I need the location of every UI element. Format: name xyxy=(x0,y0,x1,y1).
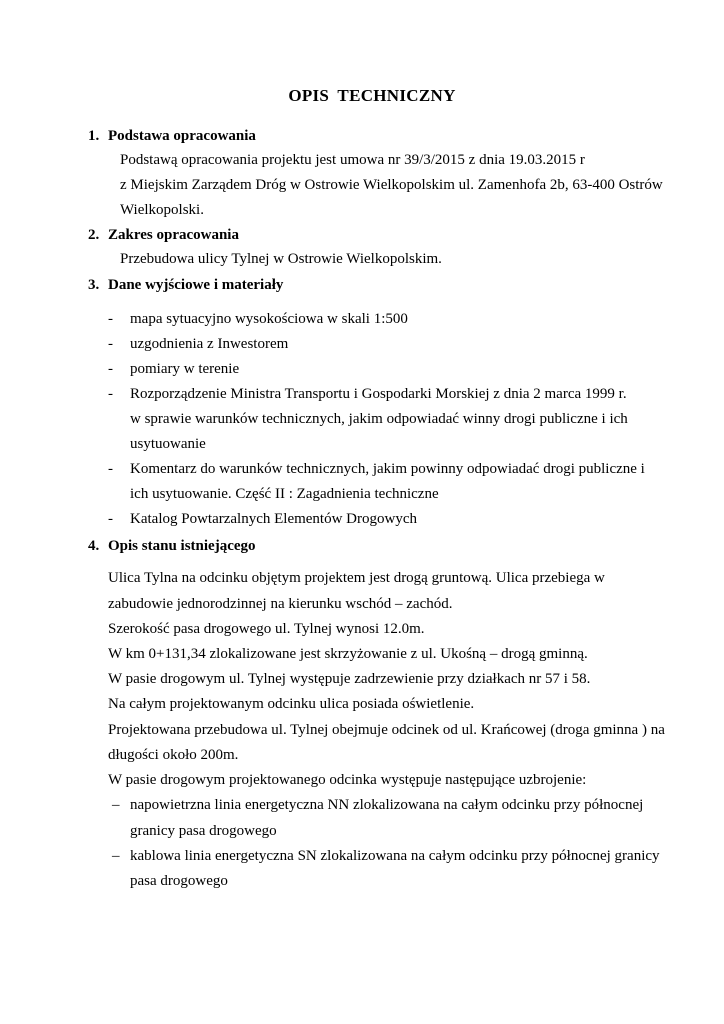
list-item: Rozporządzenie Ministra Transportu i Gospodarki Morskiej z dnia 2 marca 1999 r. xyxy=(130,386,627,402)
page-title: OPIS TECHNICZNY xyxy=(288,86,456,105)
section-4-line: W km 0+131,34 zlokalizowane jest skrzyżowanie z ul. Ukośną – drogą gminną. xyxy=(108,646,588,662)
section-4-line: Ulica Tylna na odcinku objętym projektem jest drogą gruntową. Ulica przebiega w xyxy=(108,570,605,586)
list-item-continuation: pasa drogowego xyxy=(130,873,228,889)
section-1-line: Podstawą opracowania projektu jest umowa nr 39/3/2015 z dnia 19.03.2015 r xyxy=(120,152,585,168)
list-bullet: - xyxy=(108,386,113,402)
list-bullet: - xyxy=(108,361,113,377)
section-2-number: 2. xyxy=(88,227,100,243)
section-4-line: Szerokość pasa drogowego ul. Tylnej wynosi 12.0m. xyxy=(108,621,425,637)
section-4-line: Na całym projektowanym odcinku ulica posiada oświetlenie. xyxy=(108,696,475,712)
section-4-number: 4. xyxy=(88,538,100,554)
list-item: kablowa linia energetyczna SN zlokalizowana na całym odcinku przy północnej granicy xyxy=(130,848,660,864)
list-item: Katalog Powtarzalnych Elementów Drogowych xyxy=(130,511,417,527)
list-item: Komentarz do warunków technicznych, jakim powinny odpowiadać drogi publiczne i xyxy=(130,461,645,477)
list-bullet: - xyxy=(108,461,113,477)
section-4-heading: Opis stanu istniejącego xyxy=(108,538,256,554)
list-bullet: – xyxy=(112,797,120,813)
list-bullet: – xyxy=(112,848,120,864)
section-1-heading: Podstawa opracowania xyxy=(108,128,256,144)
list-item: napowietrzna linia energetyczna NN zlokalizowana na całym odcinku przy północnej xyxy=(130,797,644,813)
list-item-continuation: granicy pasa drogowego xyxy=(130,823,277,839)
list-item-continuation: usytuowanie xyxy=(130,436,206,452)
section-1-line: Wielkopolski. xyxy=(120,202,204,218)
section-2-heading: Zakres opracowania xyxy=(108,227,239,243)
list-item-continuation: ich usytuowanie. Część II : Zagadnienia techniczne xyxy=(130,486,439,502)
section-1-line: z Miejskim Zarządem Dróg w Ostrowie Wielkopolskim ul. Zamenhofa 2b, 63-400 Ostrów xyxy=(120,177,663,193)
section-4-line: Projektowana przebudowa ul. Tylnej obejmuje odcinek od ul. Krańcowej (droga gminna ) na xyxy=(108,722,665,738)
section-4-line: długości około 200m. xyxy=(108,747,239,763)
list-bullet: - xyxy=(108,336,113,352)
list-bullet: - xyxy=(108,311,113,327)
section-4-line: zabudowie jednorodzinnej na kierunku wschód – zachód. xyxy=(108,596,453,612)
list-item: mapa sytuacyjno wysokościowa w skali 1:500 xyxy=(130,311,408,327)
section-4-line: W pasie drogowym ul. Tylnej występuje zadrzewienie przy działkach nr 57 i 58. xyxy=(108,671,591,687)
list-item-continuation: w sprawie warunków technicznych, jakim odpowiadać winny drogi publiczne i ich xyxy=(130,411,628,427)
section-3-heading: Dane wyjściowe i materiały xyxy=(108,277,284,293)
list-item: uzgodnienia z Inwestorem xyxy=(130,336,289,352)
section-4-line: W pasie drogowym projektowanego odcinka występuje następujące uzbrojenie: xyxy=(108,772,587,788)
section-3-number: 3. xyxy=(88,277,100,293)
list-bullet: - xyxy=(108,511,113,527)
section-2-line: Przebudowa ulicy Tylnej w Ostrowie Wielkopolskim. xyxy=(120,251,442,267)
list-item: pomiary w terenie xyxy=(130,361,240,377)
section-1-number: 1. xyxy=(88,128,100,144)
